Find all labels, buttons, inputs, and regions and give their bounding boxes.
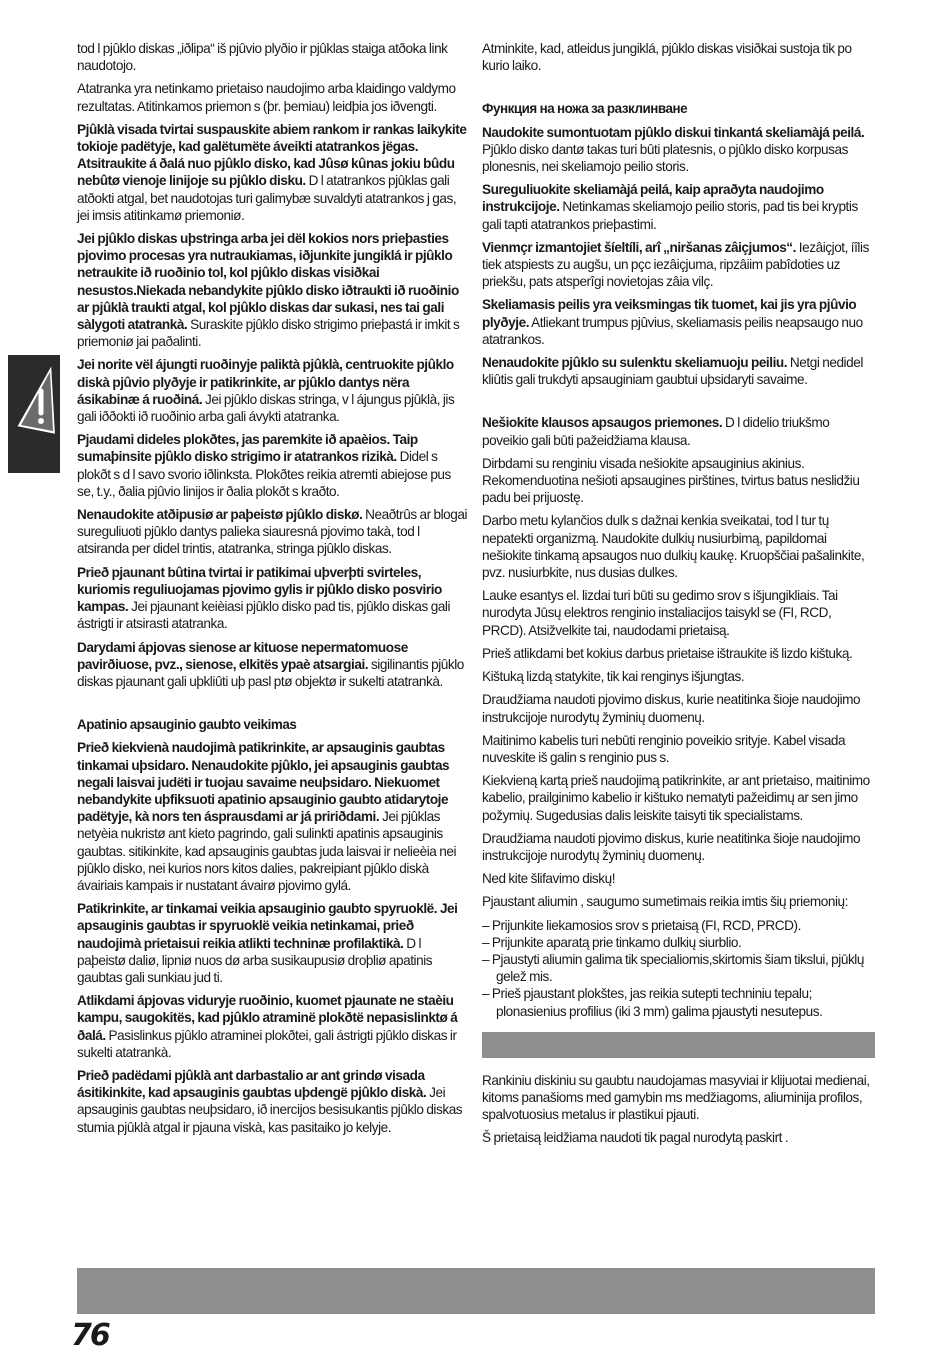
body-text: D l atatrankos pjûklas gali atðokti atgal, bet naudotojas turi galimybæ suvaldyti atatrankos j gas, jei imsis atitinkamø priemoniø. [77,173,457,223]
paragraph [482,691,875,725]
body-text: Suraskite pjûklo disko strigimo prieþastá ir imkit s priemoniø jai paðalinti. [77,317,460,350]
body-text: Jei pjûklas netyèia nukristø ant kieto pagrindo, gali sulinkti apatinis apsauginis gaubtas. sitikinkite, kad apsauginis gaubtas juda laisvai ir nelieèia nei pjûklo disko, nei kurios nors kitos dalies, pakreipiant pjûklo diskà ávairiais kampais ir nustatant ávairø pjovimo gylá. [77,809,457,893]
spacer [482,394,875,414]
paragraph [77,900,470,986]
body-text: Atminkite, kad, atleidus jungiklá, pjûklo diskas visiðkai sustoja tik po kurio laiko. [482,41,852,74]
body-text: Draudžiama naudoti pjovimo diskus, kurie neatitinka šioje naudojimo instrukcijoje nurodytų žyminių duomenų. [482,692,861,725]
paragraph [482,124,875,176]
body-text: Atliekant trumpus pjûvius, skeliamasis peilis neapsaugo nuo atatrankos. [482,314,863,347]
body-text: Rankiniu diskiniu su gaubtu naudojamas masyviai ir klijuotai medienai, kitoms panašioms med gamybin ms medžiagoms, aliuminija profilos, spalvotuosius metalus ir plastikui pjauti. [482,1072,870,1123]
body-text: sigilinantis pjûklo diskas pjaunant gali uþkliûti uþ pasl ptø objektø ir sukelti atatrankà. [77,656,464,689]
paragraph [482,239,875,291]
bullet-list [482,917,875,1020]
bold-text: Naudokite sumontuotam pjûklo diskui tinkantá skeliamàjá peilá. [482,124,865,140]
list-item: – Prijunkite liekamosios srov s prietaisą (FI, RCD, PRCD). [482,917,801,933]
list-item: – Prieš pjaustant plokštes, jas reikia sutepti techniniu tepalu; plonasienius profilius (iki 3 mm) galima pjaustyti nesutepus. [482,986,823,1019]
body-text: Jei pjûklo diskas stringa, v l ájungus pjûklà, jis gali iððokti ið ruoðinio arba gali ávykti atatranka. [77,391,455,425]
paragraph [482,512,875,581]
bold-text: Patikrinkite, ar tinkamai veikia apsauginio gaubto spyruoklë. Jei apsauginis gaubtas ir spyruoklë veikia netinkamai, prieð naudojimà prietaisui reikia atlikti techninæ profilaktikà. [77,901,458,951]
paragraph [77,506,470,558]
bold-text: Nenaudokite atðipusiø ar paþeistø pjûklo diskø. [77,507,363,523]
bold-text: Darydami ápjovas sienose ar kituose nepermatomuose pavirðiuose, pvz., sienose, elkitës ypaè atsargiai. [77,639,408,672]
paragraph [77,121,470,224]
paragraph [482,40,875,74]
paragraph [77,356,470,425]
spacer [482,80,875,100]
bold-text: Pjaudami dideles plokðtes, jas paremkite ið apaèios. Taip sumaþinsite pjûklo disko strigimo ir atatrankos rizikà. [77,432,418,465]
bold-text: Pjûklà visada tvirtai suspauskite abiem rankom ir rankas laikykite tokioje padëtyje, kad galëtumëte áveikti atatrankos jëgas. Atsitraukite á ðalá nuo pjûklo disko, kad Jûsø kûnas jokiu bûdu nebûtø vienoje linijoje su pjûklo disku. [77,121,467,189]
paragraph [482,830,875,864]
paragraph [482,1129,875,1146]
page-number: 76 [71,1318,109,1353]
warning-side-tab [8,355,60,473]
paragraph [482,354,875,388]
paragraph [482,181,875,233]
list-item: – Pjaustyti aliumin galima tik specialiomis,skirtomis šiam tikslui, pjūklų gelež mis. [482,951,864,985]
body-text: Ned kite šlifavimo diskų! [482,871,616,887]
section-heading: Apatinio apsauginio gaubto veikimas [77,717,297,733]
right-column [482,40,875,1153]
paragraph [482,455,875,507]
bold-text: Skeliamasis peilis yra veiksmingas tik tuomet, kai jis yra pjûvio plyðyje. [482,297,857,330]
paragraph [482,1072,875,1124]
body-text: Š prietaisą leidžiama naudoti tik pagal nurodytą paskirt . [482,1130,789,1146]
body-text: Pasislinkus pjûklo atraminei plokðtei, gali ástrigti pjûklo diskas ir sukelti atatrankà. [77,1027,457,1060]
bold-text: Prieð kiekvienà naudojimà patikrinkite, ar apsauginis gaubtas tinkamai uþsidaro. Nenaudokite pjûklo, jei apsauginis gaubtas negali laisvai judëti ir tuojau savaime neuþsidaro. Niekuomet nebandykite uþfiksuoti apatinio apsauginio gaubto atidarytoje padëtyje, kà nors ten ásprausdami ar já pririðdami. [77,740,450,825]
body-text: Lauke esantys el. lizdai turi būti su gedimo srov s išjungikliais. Tai nurodyta Jūsų elektros renginio instaliacijos taisykl se (FI, RCD, PRCD). Atsižvelkite tai, naudodami prietaisą. [482,588,838,638]
body-text: Netinkamas skeliamojo peilio storis, pad tis bei kryptis gali tapti atatrankos prieþastimi. [482,199,858,232]
body-text: Maitinimo kabelis turi nebūti renginio poveikio srityje. Kabel visada nuveskite iš galin s renginio pus s. [482,732,846,765]
paragraph [77,564,470,633]
bold-text: Jei pjûklo diskas uþstringa arba jei dël kokios nors prieþasties pjovimo procesas yra nutraukiamas, iðjunkite jungiklá ir pjûklo netraukite ið ruoðinio tol, kol pjûklo diskas visiðkai nesustos.Niekada nebandykite pjûklo disko iðtraukti ið ruoðinio ar pjûklà traukti atgal, kol pjûklo diskas dar sukasi, nes tai gali sàlygoti atatrankà. [77,231,459,333]
spacer [77,696,470,716]
body-text: Jei pjaunant keièiasi pjûklo disko pad tis, pjûklo diskas gali ástrigti ir atsirasti atatranka. [77,599,451,632]
paragraph [77,739,470,894]
bold-text: Sureguliuokite skeliamàjá peilá, kaip apraðyta naudojimo instrukcijoje. [482,182,824,215]
body-text: Dirbdami su renginiu visada nešiokite apsauginius akinius. Rekomenduotina nešioti apsaugines pirštines, tvirtus batus neslidžiu padu bei prijuostę. [482,455,860,506]
body-text: Netgi nedidel kliûtis gali trukdyti apsauginiam gaubtui uþsidaryti savaime. [482,355,863,388]
paragraph [77,992,470,1061]
bold-text: Prieð padëdami pjûklà ant darbastalio ar ant grindø visada ásitikinkite, kad apsauginis gaubtas uþdengë pjûklo diskà. [77,1067,427,1101]
paragraph [482,732,875,766]
body-text: Kiekvieną kartą prieš naudojimą patikrinkite, ar ant prietaiso, maitinimo kabelio, prailginimo kabelio ir kištuko nematyti pažeidimų ar sen jimo požymių. Sugedusias dalis leiskite taisyti tik specialistams. [482,773,870,823]
paragraph [77,639,470,691]
bold-text: Vienmçr izmantojiet šíeltíli, arî „niršanas zâiçjumos“. [482,239,796,255]
body-text: D l paþeistø daliø, lipniø nuos dø arba susikaupusiø droþliø apatinis gaubtas gali sunkiau jud ti. [77,935,433,985]
paragraph [482,668,875,685]
paragraph [482,587,875,639]
bold-text: Nenaudokite pjûklo su sulenktu skeliamuoju peiliu. [482,355,788,371]
body-text: Atatranka yra netinkamo prietaiso naudojimo arba klaidingo valdymo rezultatas. Atitinkamos priemon s (þr. þemiau) leidþia jos iðvengti. [77,81,456,114]
paragraph [482,772,875,824]
paragraph [482,645,875,662]
paragraph [482,296,875,348]
body-text: Kištuką lizdą statykite, tik kai renginys išjungtas. [482,669,745,685]
section-bar [482,1032,875,1058]
body-text: Jei apsauginis gaubtas neuþsidaro, ið inercijos besisukantis pjûklo diskas stumia pjûklà atgal ir pjauna viskà, kas pasitaiko jo kelyje. [77,1085,463,1135]
bold-text: Prieð pjaunant bûtina tvirtai ir patikimai uþverþti svirteles, kuriomis reguliuojamas pjovimo gylis ir pjûklo disko posvirio kampas. [77,564,442,615]
body-text: Draudžiama naudoti pjovimo diskus, kurie neatitinka šioje naudojimo instrukcijoje nurodytų žyminių duomenų. [482,830,861,863]
paragraph [482,870,875,887]
paragraph [77,40,470,74]
paragraph [482,414,875,448]
paragraph [77,431,470,500]
bold-text: Nešiokite klausos apsaugos priemones. [482,415,723,431]
warning-triangle-icon [8,355,60,473]
body-text: Darbo metu kylančios dulk s dažnai kenkia sveikatai, tod l tur tų nepatekti organizmą. Naudokite dulkių nusiurbimą, papildomai nešiokite tinkamą apsaugos nuo dulkių kaukę. Kruopščiai pašalinkite, pvz. nusiurbkite, nus dusias dulkes. [482,513,865,581]
paragraph [77,1067,470,1136]
body-text: Prieš atlikdami bet kokius darbus prietaise ištraukite iš lizdo kištuką. [482,645,853,661]
left-column [77,40,470,1142]
bold-text: Atlikdami ápjovas viduryje ruoðinio, kuomet pjaunate ne staèiu kampu, saugokitës, kad pjûklo atraminë plokðtë nepasislinktø á ðalá. [77,993,458,1043]
body-text: D l didelio triukšmo poveikio gali būti pažeidžiama klausa. [482,415,830,448]
body-text: Didel s plokðt s d l savo svorio iðlinksta. Plokðtes reikia atremti abiejose pus se, t.y., ðalia pjûvio linijos ir ðalia plokðt s kraðto. [77,449,451,499]
body-text: Pjûklo disko dantø takas turi bûti platesnis, o pjûklo disko korpusas plonesnis, nei skeliamojo peilio storis. [482,141,848,175]
body-text: tod l pjûklo diskas „iðlipa“ iš pjûvio plyðio ir pjûklas staiga atðoka link naudotojo. [77,41,448,74]
list-item: – Prijunkite aparatą prie tinkamo dulkių siurblio. [482,934,742,950]
footer-bar [77,1268,875,1314]
body-text: Iezâiçjot, íîlis tiek atspiests zu augšu, un pçc iezâiçjuma, ripzâiim pabîdoties uz priekšu, pats atsperîgi novietojas zâia vilç. [482,239,869,290]
bold-text: Jei norite vël ájungti ruoðinyje paliktà pjûklà, centruokite pjûklo diskà pjûvio plyðyje ir patikrinkite, ar pjûklo dantys nëra ásikabinæ á ruoðiná. [77,357,454,407]
paragraph [482,893,875,910]
body-text: Neaðtrûs ar blogai sureguliuoti pjûklo dantys palieka siauresná pjovimo takà, tod l atsiranda per didel trintis, atatranka, stringa pjûklo diskas. [77,507,468,557]
paragraph [77,230,470,350]
paragraph [77,80,470,114]
section-heading: Функция на ножа за разклинване [482,101,688,117]
body-text: Pjaustant aliumin , saugumo sumetimais reikia imtis šių priemonių: [482,894,848,910]
